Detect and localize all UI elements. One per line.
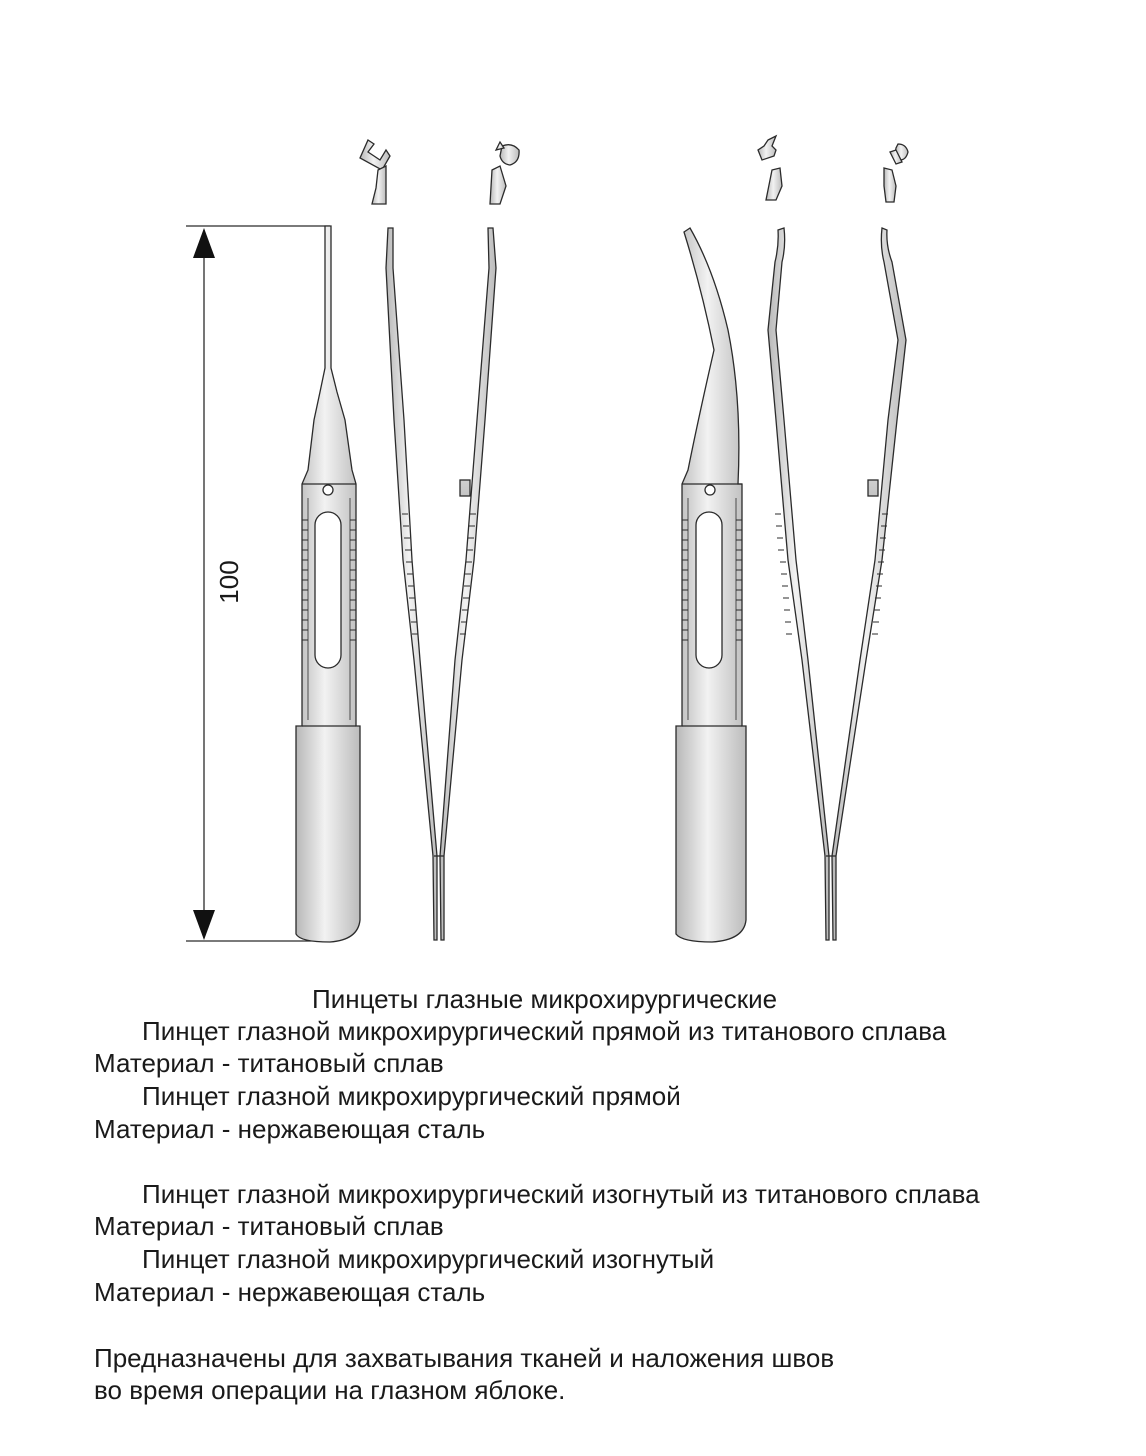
straight-tip-details <box>360 140 519 204</box>
item-material: Материал - титановый сплав <box>94 1048 444 1078</box>
caption-title: Пинцеты глазные микрохирургические <box>312 984 778 1014</box>
dimension-label: 100 <box>214 560 244 604</box>
curved-forceps-front <box>676 228 746 942</box>
item-material: Материал - титановый сплав <box>94 1211 444 1241</box>
curved-tip-details <box>758 136 908 202</box>
item-name: Пинцет глазной микрохирургический прямой из титанового сплава <box>142 1016 947 1046</box>
item-name: Пинцет глазной микрохирургический прямой <box>142 1081 681 1111</box>
item-name: Пинцет глазной микрохирургический изогнутый <box>142 1244 715 1274</box>
straight-forceps-side <box>386 228 496 940</box>
purpose-line-1: Предназначены для захватывания тканей и наложения швов <box>94 1343 835 1373</box>
item-name: Пинцет глазной микрохирургический изогнутый из титанового сплава <box>142 1179 980 1209</box>
purpose-line-2: во время операции на глазном яблоке. <box>94 1375 566 1405</box>
arrow-up-icon <box>193 228 215 258</box>
straight-forceps-front <box>296 226 360 942</box>
item-material: Материал - нержавеющая сталь <box>94 1277 486 1307</box>
arrow-down-icon <box>193 910 215 940</box>
item-material: Материал - нержавеющая сталь <box>94 1114 486 1144</box>
curved-forceps-side <box>768 228 906 940</box>
